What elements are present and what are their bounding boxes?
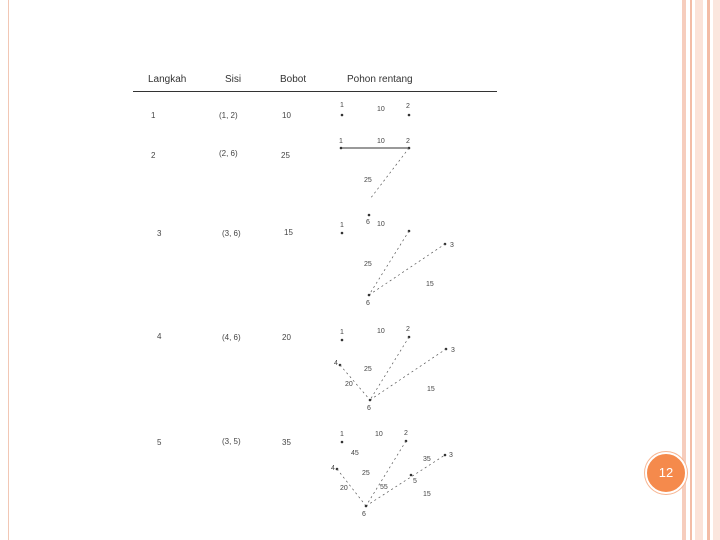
header-step: Langkah — [148, 74, 187, 85]
t4-node-4-label: 4 — [334, 360, 338, 367]
header-spanning-tree: Pohon rentang — [347, 74, 413, 85]
t5-node-5 — [410, 474, 413, 477]
t5-node-2-label: 2 — [404, 430, 408, 437]
t1-node-1-label: 1 — [340, 102, 344, 109]
t5-edge-label-35: 35 — [423, 456, 431, 463]
tree-step-3 — [340, 214, 454, 307]
row-5-step: 5 — [157, 438, 162, 447]
t5-node-1-label: 1 — [340, 431, 344, 438]
t1-node-2 — [408, 114, 411, 117]
t4-edge-label-10: 10 — [377, 328, 385, 335]
t2-edge-label-10: 10 — [377, 138, 385, 145]
row-3-edge: (3, 6) — [222, 229, 241, 238]
t5-edge-label-45: 45 — [351, 450, 359, 457]
t5-edge-label-20: 20 — [340, 485, 348, 492]
t4-node-2-label: 2 — [406, 326, 410, 333]
t5-node-6-label: 6 — [362, 511, 366, 518]
header-edge: Sisi — [225, 74, 242, 85]
t4-edge-label-20: 20 — [345, 381, 353, 388]
t1-edge-label-10: 10 — [377, 106, 385, 113]
t3-node-6a-label: 6 — [366, 219, 370, 226]
row-4-edge: (4, 6) — [222, 333, 241, 342]
t5-edge-label-55: 55 — [380, 484, 388, 491]
t3-node-6-label: 6 — [366, 300, 370, 307]
t5-node-5-label: 5 — [413, 478, 417, 485]
row-1-edge: (1, 2) — [219, 111, 238, 120]
t1-node-2-label: 2 — [406, 103, 410, 110]
tree-step-1 — [340, 102, 410, 116]
t4-edge-2-6 — [370, 337, 409, 400]
t4-node-1-label: 1 — [340, 329, 344, 336]
row-2-weight: 25 — [281, 151, 290, 160]
t3-edge-2-6 — [369, 231, 409, 295]
spanning-tree-diagrams — [320, 95, 470, 525]
header-rule — [133, 91, 497, 92]
t5-node-1 — [341, 441, 344, 444]
t5-edge-label-25: 25 — [362, 470, 370, 477]
t3-edge-label-10: 10 — [377, 221, 385, 228]
t2-node-2-label: 2 — [406, 138, 410, 145]
t5-edge-label-15: 15 — [423, 491, 431, 498]
row-4-step: 4 — [157, 332, 162, 341]
t5-edge-3-6 — [366, 455, 445, 506]
tree-step-4 — [334, 326, 455, 412]
t3-node-3-label: 3 — [450, 242, 454, 249]
t2-edge-label-25: 25 — [364, 177, 372, 184]
t4-node-6 — [369, 399, 372, 402]
left-decorative-rule — [8, 0, 9, 540]
t3-node-6 — [368, 294, 371, 297]
t5-edge-2-6 — [366, 441, 406, 506]
t4-node-6-label: 6 — [367, 405, 371, 412]
row-5-edge: (3, 5) — [222, 437, 241, 446]
row-2-edge: (2, 6) — [219, 149, 238, 158]
t2-node-1-label: 1 — [339, 138, 343, 145]
t5-edge-label-10: 10 — [375, 431, 383, 438]
t4-node-3-label: 3 — [451, 347, 455, 354]
t1-node-1 — [341, 114, 344, 117]
row-5-weight: 35 — [282, 438, 291, 447]
t3-edge-label-15: 15 — [426, 281, 434, 288]
row-1-step: 1 — [151, 111, 156, 120]
t2-edge-2-6 — [370, 148, 409, 199]
t4-edge-label-15: 15 — [427, 386, 435, 393]
right-decorative-bars — [680, 0, 720, 540]
page-number-badge: 12 — [645, 452, 687, 494]
t3-node-6a — [368, 214, 371, 217]
t3-node-1 — [341, 232, 344, 235]
t4-node-1 — [341, 339, 344, 342]
row-4-weight: 20 — [282, 333, 291, 342]
header-weight: Bobot — [280, 74, 307, 85]
t4-edge-label-25: 25 — [364, 366, 372, 373]
t3-edge-label-25: 25 — [364, 261, 372, 268]
row-1-weight: 10 — [282, 111, 291, 120]
tree-step-2 — [339, 138, 410, 199]
t5-node-6 — [365, 505, 368, 508]
row-3-weight: 15 — [284, 228, 293, 237]
row-3-step: 3 — [157, 229, 162, 238]
t3-node-1-label: 1 — [340, 222, 344, 229]
t5-node-4-label: 4 — [331, 465, 335, 472]
row-2-step: 2 — [151, 151, 156, 160]
tree-step-5 — [331, 430, 453, 518]
t5-node-3-label: 3 — [449, 452, 453, 459]
t2-node-1 — [340, 147, 343, 150]
